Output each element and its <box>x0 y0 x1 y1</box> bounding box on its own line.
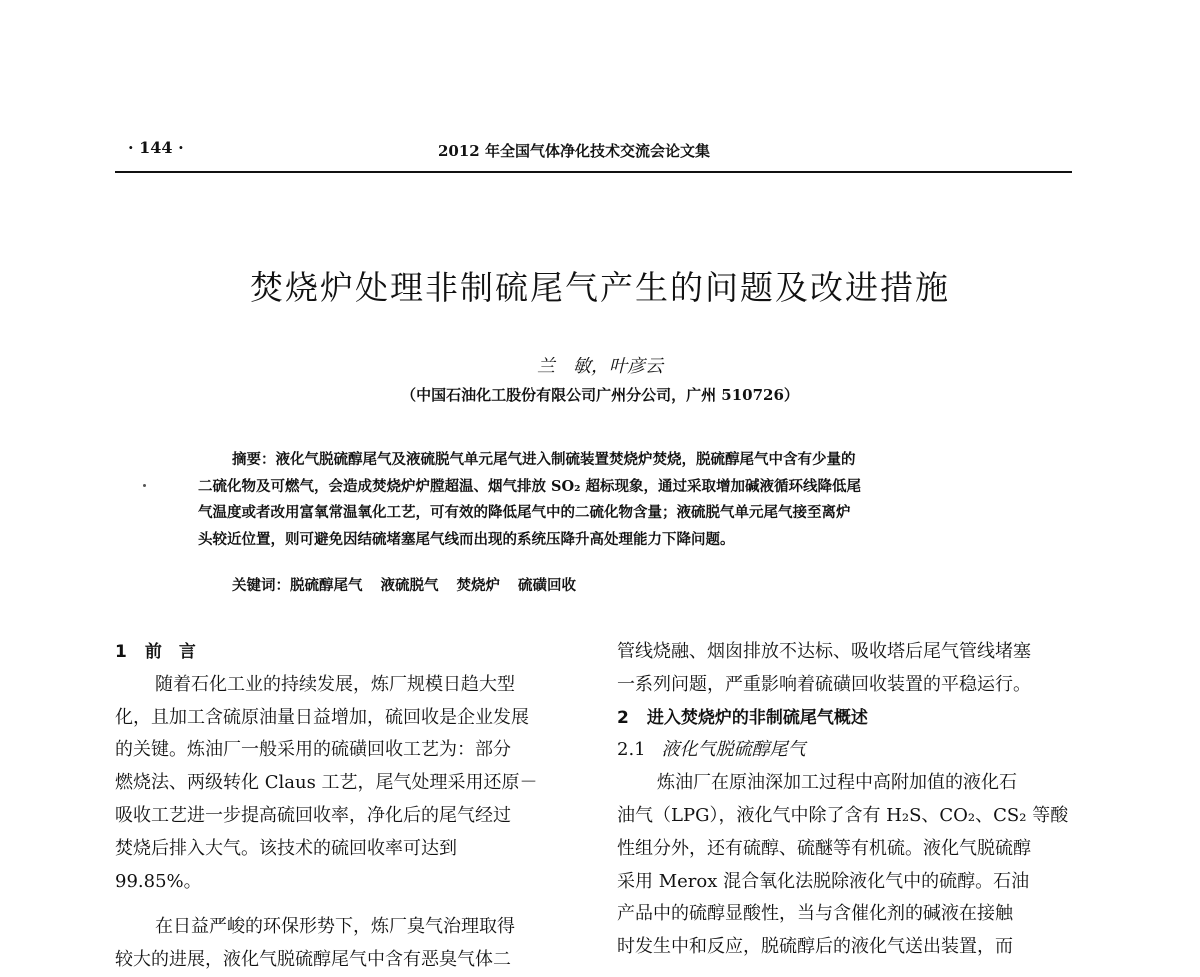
paragraph-line: 产品中的硫醇显酸性，当与含催化剂的碱液在接触 <box>617 903 1013 925</box>
keywords-label: 关键词： <box>232 577 290 594</box>
subsection-title: 液化气脱硫醇尾气 <box>661 739 806 761</box>
paragraph-line: 较大的进展，液化气脱硫醇尾气中含有恶臭气体二 <box>115 949 511 971</box>
authors: 兰 敏，叶彦云 <box>537 356 663 377</box>
right-column <box>617 636 1079 964</box>
section-heading-2 <box>617 702 1079 735</box>
paragraph-line: 99.85%。 <box>115 870 202 892</box>
section-number: 1 <box>115 642 127 662</box>
paragraph-line: 燃烧法、两级转化 Claus 工艺，尾气处理采用还原－ <box>115 772 538 794</box>
abstract <box>198 447 998 553</box>
header-rule <box>115 171 1072 173</box>
paragraph-line: 的关键。炼油厂一般采用的硫磺回收工艺为：部分 <box>115 739 511 761</box>
keyword: 焚烧炉 <box>456 577 500 594</box>
paragraph-line: 焚烧后排入大气。该技术的硫回收率可达到 <box>115 837 457 859</box>
paragraph-gap <box>115 898 577 911</box>
paragraph-line: 一系列问题，严重影响着硫磺回收装置的平稳运行。 <box>617 673 1031 695</box>
section-title: 进入焚烧炉的非制硫尾气概述 <box>646 707 868 728</box>
section-number: 2 <box>617 707 629 728</box>
subsection-number: 2.1 <box>617 739 646 761</box>
journal-title: 2012 年全国气体净化技术交流会论文集 <box>438 142 710 160</box>
paragraph-line: 采用 Merox 混合氧化法脱除液化气中的硫醇。石油 <box>617 870 1030 892</box>
abstract-line: 气温度或者改用富氧常温氧化工艺，可有效的降低尾气中的二硫化物含量；液硫脱气单元尾气接至离炉 <box>198 504 851 521</box>
paragraph-line: 吸收工艺进一步提高硫回收率，净化后的尾气经过 <box>115 804 511 826</box>
abstract-line: 头较近位置，则可避免因结硫堵塞尾气线而出现的系统压降升高处理能力下降问题。 <box>198 530 735 548</box>
paragraph-line: 在日益严峻的环保形势下，炼厂臭气治理取得 <box>155 916 515 938</box>
paragraph-line: 时发生中和反应，脱硫醇后的液化气送出装置，而 <box>617 936 1013 958</box>
keyword: 脱硫醇尾气 <box>290 577 363 594</box>
paragraph-line: 随着石化工业的持续发展，炼厂规模日趋大型 <box>155 673 515 695</box>
keyword: 硫磺回收 <box>518 577 576 594</box>
keyword: 液硫脱气 <box>380 577 439 594</box>
page-number: · 144 · <box>128 138 184 157</box>
section-title: 前 言 <box>144 642 196 662</box>
left-column <box>115 636 577 977</box>
paragraph-line: 性组分外，还有硫醇、硫醚等有机硫。液化气脱硫醇 <box>617 837 1031 859</box>
paragraph-line: 化，且加工含硫原油量日益增加，硫回收是企业发展 <box>115 706 529 728</box>
abstract-line: 二硫化物及可燃气，会造成焚烧炉炉膛超温、烟气排放 SO₂ 超标现象，通过采取增加碱液循环线降低尾 <box>198 477 862 495</box>
paragraph-line: 炼油厂在原油深加工过程中高附加值的液化石 <box>657 772 1017 794</box>
section-heading-1 <box>115 636 577 669</box>
stray-dot <box>143 484 146 487</box>
affiliation: （中国石油化工股份有限公司广州分公司，广州 510726） <box>401 386 799 404</box>
paragraph-line: 管线烧融、烟囱排放不达标、吸收塔后尾气管线堵塞 <box>617 641 1031 662</box>
paper-title: 焚烧炉处理非制硫尾气产生的问题及改进措施 <box>250 268 950 307</box>
keywords <box>232 574 594 595</box>
abstract-line: 摘要：液化气脱硫醇尾气及液硫脱气单元尾气进入制硫装置焚烧炉焚烧，脱硫醇尾气中含有少量的 <box>232 451 856 468</box>
subsection-heading <box>617 734 1079 767</box>
paragraph-line: 油气（LPG），液化气中除了含有 H₂S、CO₂、CS₂ 等酸 <box>617 804 1069 826</box>
